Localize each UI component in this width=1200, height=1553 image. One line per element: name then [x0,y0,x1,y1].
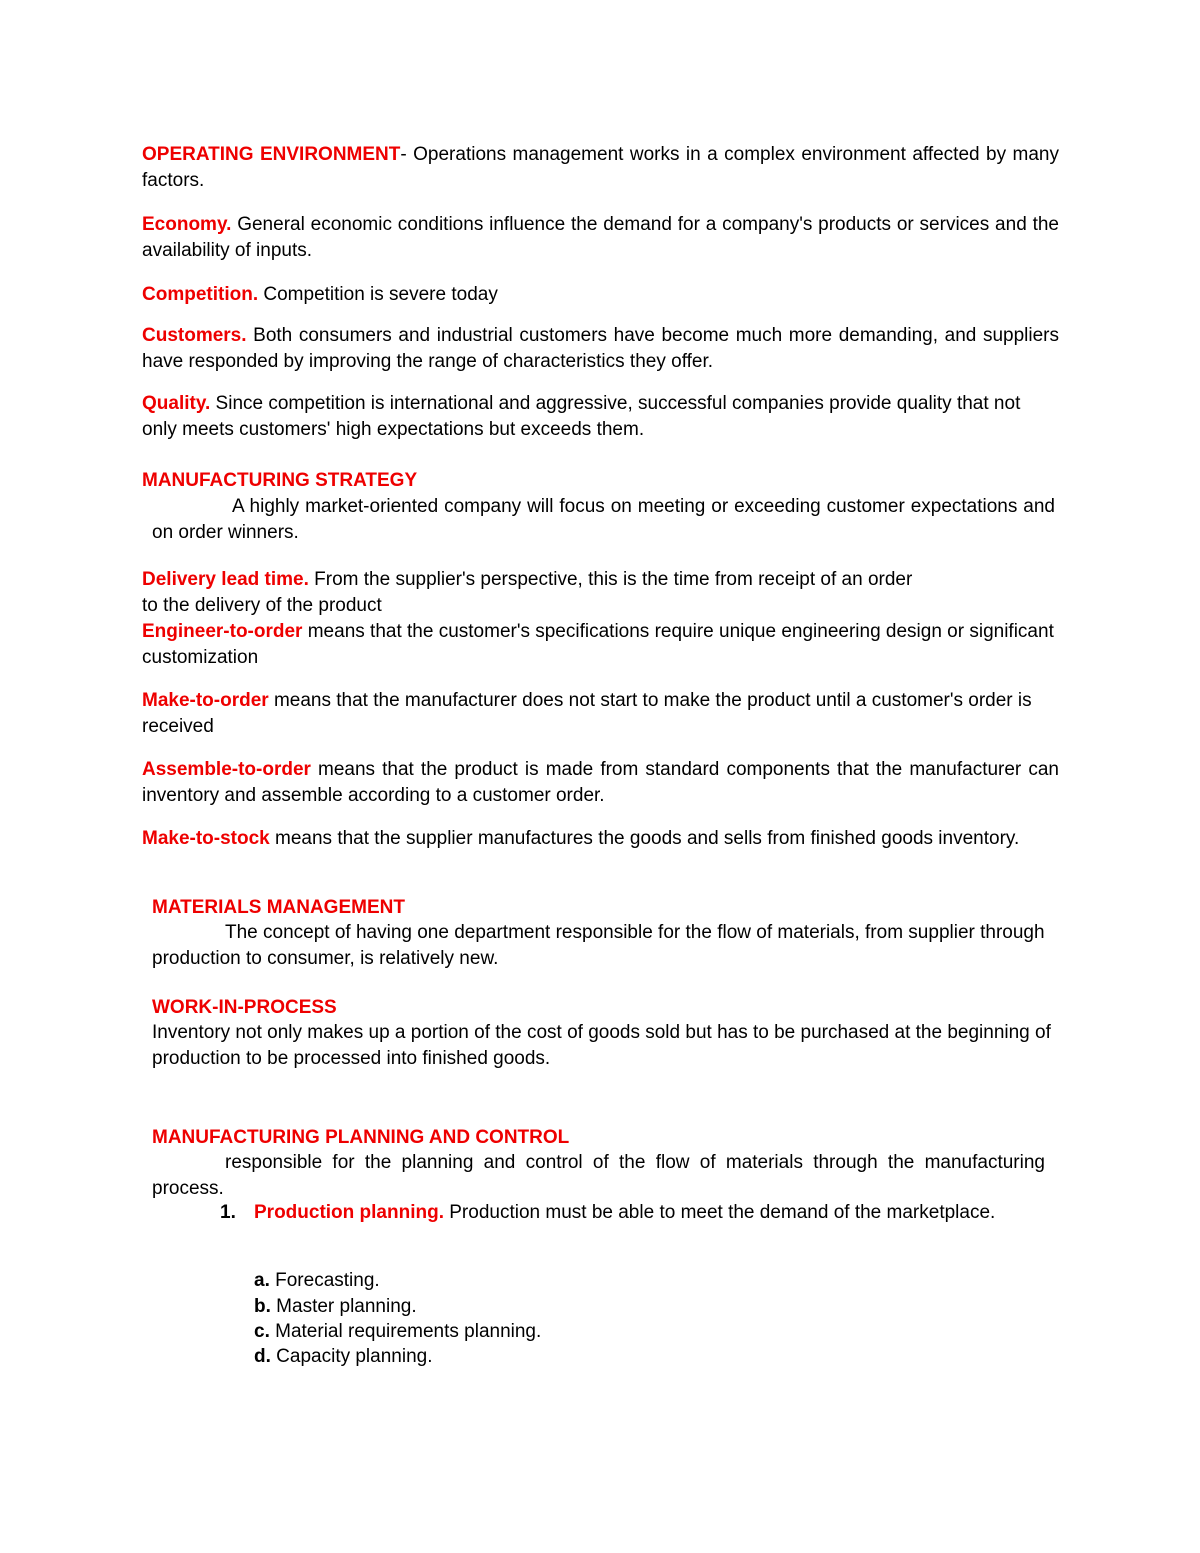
materials-management-heading: MATERIALS MANAGEMENT [152,897,405,918]
work-in-process-paragraph [152,1020,1057,1072]
subitem-capacity-planning [254,1344,433,1369]
delivery-lead-time-text-1: From the supplier's perspective, this is the time from receipt of an order [308,569,913,590]
production-planning-text: Production must be able to meet the demand of the marketplace. [443,1202,996,1223]
subitem-text: Master planning. [270,1296,417,1317]
work-in-process-heading-row [152,995,1069,1021]
make-to-stock-heading: Make-to-stock [142,828,270,849]
production-planning-number: 1. [220,1202,236,1223]
economy-paragraph [142,212,1059,264]
operating-environment-paragraph [142,142,1059,194]
delivery-lead-time-heading: Delivery lead time. [142,569,309,590]
engineer-to-order-paragraph [142,619,1059,671]
subitem-text: Material requirements planning. [269,1321,542,1342]
subitem-forecasting [254,1268,380,1293]
manufacturing-strategy-heading-row [142,468,1059,494]
materials-management-text: The concept of having one department responsible for the flow of materials, from supplier through production to consumer, is relatively new. [152,922,1045,969]
work-in-process-text: Inventory not only makes up a portion of the cost of goods sold but has to be purchased at the beginning of production to be processed into finished goods. [152,1022,1051,1069]
make-to-order-paragraph [142,688,1059,740]
subitem-text: Capacity planning. [270,1346,433,1367]
operating-environment-text: - Operations management works in a complex environment affected by many factors. [142,144,1059,191]
materials-management-paragraph [152,920,1057,972]
production-planning-item [254,1200,1057,1226]
competition-text: Competition is severe today [258,284,498,305]
delivery-lead-time-line1 [142,567,1059,593]
manufacturing-planning-heading: MANUFACTURING PLANNING AND CONTROL [152,1127,570,1148]
operating-environment-heading: OPERATING ENVIRONMENT [142,144,401,165]
subitem-text: Forecasting. [269,1270,380,1291]
assemble-to-order-paragraph [142,757,1059,809]
manufacturing-strategy-text: A highly market-oriented company will focus on meeting or exceeding customer expectations and on order winners. [152,496,1055,543]
make-to-stock-text: means that the supplier manufactures the goods and sells from finished goods inventory. [269,828,1020,849]
subitem-letter: b. [254,1296,271,1317]
quality-heading: Quality. [142,393,211,414]
manufacturing-planning-paragraph [152,1150,1045,1202]
customers-heading: Customers. [142,325,247,346]
quality-text: Since competition is international and aggressive, successful companies provide quality that not only meets customers' high expectations but exceeds them. [142,393,1021,440]
engineer-to-order-heading: Engineer-to-order [142,621,303,642]
customers-text: Both consumers and industrial customers have become much more demanding, and suppliers have responded by improving the range of characteristics they offer. [142,325,1059,372]
delivery-lead-time-text-2: to the delivery of the product [142,595,382,616]
manufacturing-strategy-heading: MANUFACTURING STRATEGY [142,470,418,491]
subitem-letter: d. [254,1346,271,1367]
assemble-to-order-text: means that the product is made from standard components that the manufacturer can inventory and assemble according to a customer order. [142,759,1059,806]
make-to-order-heading: Make-to-order [142,690,269,711]
subitem-letter: a. [254,1270,270,1291]
competition-heading: Competition. [142,284,259,305]
work-in-process-heading: WORK-IN-PROCESS [152,997,337,1018]
subitem-master-planning [254,1294,417,1319]
materials-management-heading-row [152,895,1069,921]
economy-text: General economic conditions influence the demand for a company's products or services and the availability of inputs. [142,214,1059,261]
quality-paragraph [142,391,1032,443]
manufacturing-strategy-paragraph [152,494,1055,546]
manufacturing-planning-text: responsible for the planning and control of the flow of materials through the manufacturing process. [152,1152,1045,1199]
production-planning-heading: Production planning. [254,1202,444,1223]
delivery-lead-time-paragraph [142,567,1059,619]
assemble-to-order-heading: Assemble-to-order [142,759,311,780]
economy-heading: Economy. [142,214,232,235]
manufacturing-planning-heading-row [152,1125,1069,1151]
engineer-to-order-text: means that the customer's specifications require unique engineering design or significant customization [142,621,1054,668]
competition-paragraph [142,282,1059,308]
make-to-stock-paragraph [142,826,1059,852]
subitem-letter: c. [254,1321,270,1342]
subitem-material-requirements-planning [254,1319,541,1344]
make-to-order-text: means that the manufacturer does not start to make the product until a customer's order is received [142,690,1032,737]
customers-paragraph [142,323,1059,375]
